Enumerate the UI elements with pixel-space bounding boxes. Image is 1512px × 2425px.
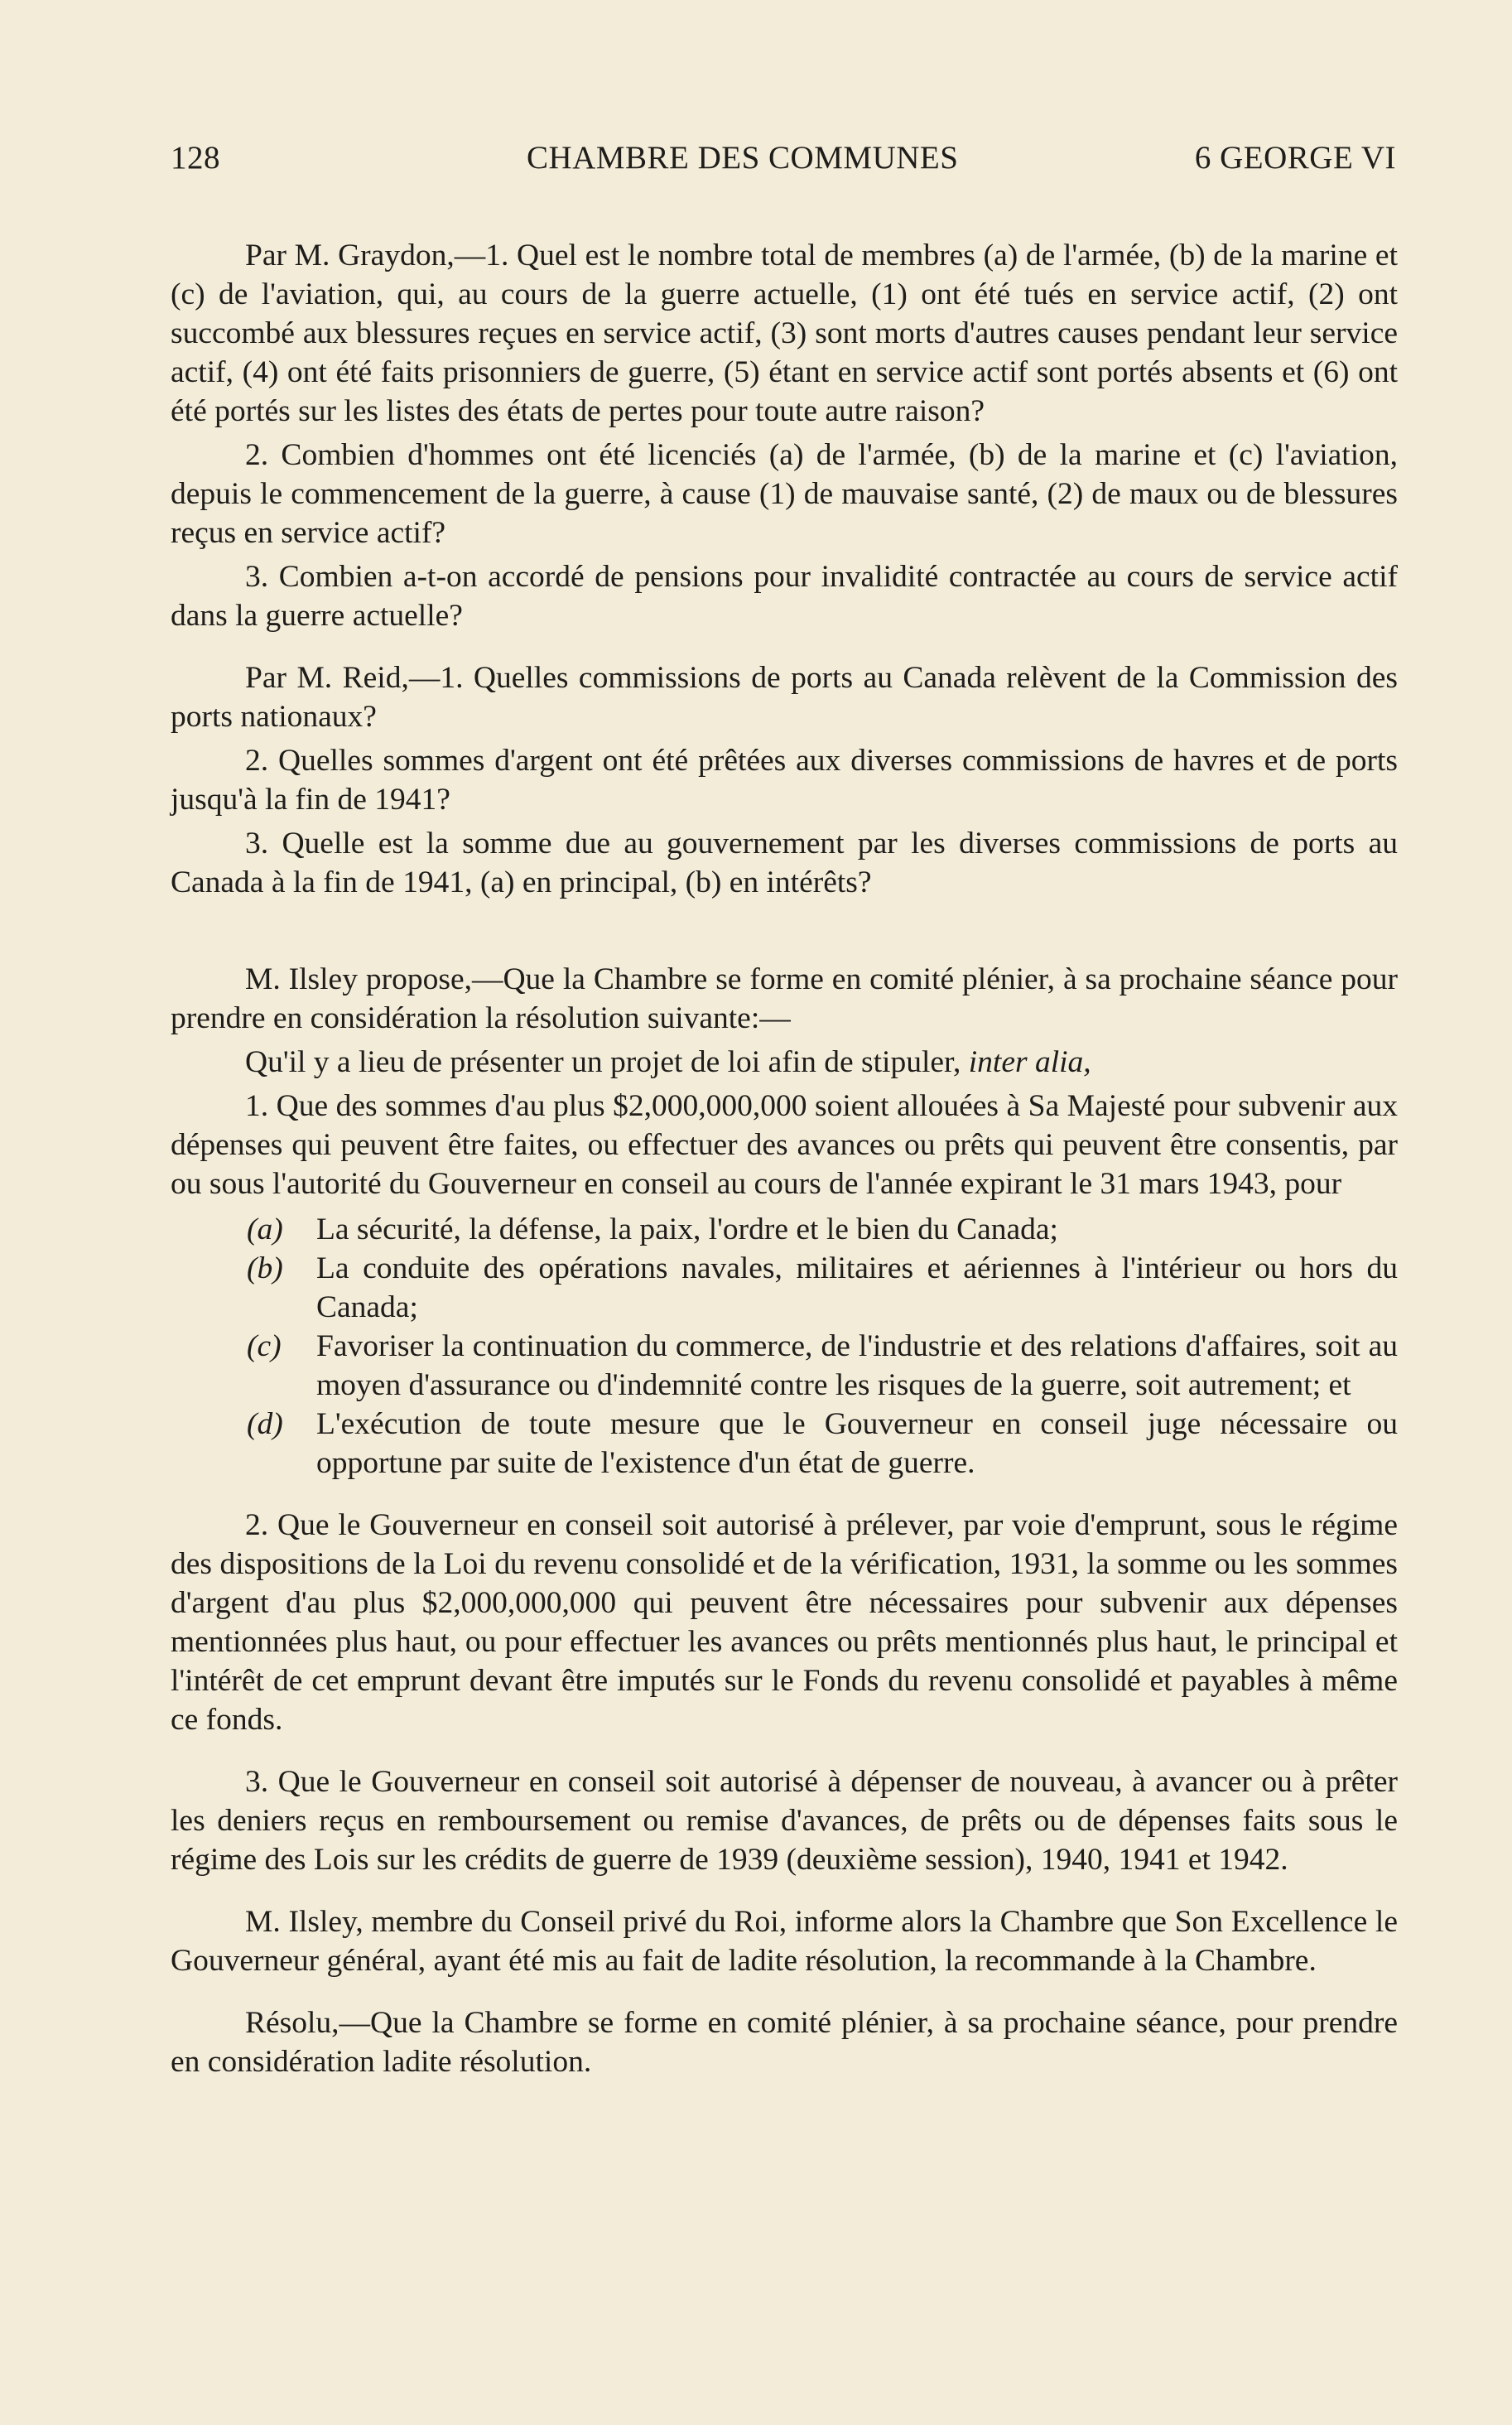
question-graydon-part-3: 3. Combien a-t-on accordé de pensions pour invalidité contractée au cours de service actif dans la guerre actuelle?	[171, 560, 1398, 633]
question-lead: Par M. Graydon,—	[245, 239, 486, 272]
question-graydon-part-2: 2. Combien d'hommes ont été licenciés (a) de l'armée, (b) de la marine et (c) l'aviation, depuis le commencement de la guerre, à cause (1) de mauvaise santé, (2) de maux ou de blessures reçus en service actif?	[171, 438, 1398, 550]
item-marker: (c)	[247, 1329, 282, 1363]
question-reid-part-3: 3. Quelle est la somme due au gouvernement par les diverses commissions de ports au Canada à la fin de 1941, (a) en principal, (b) en intérêts?	[171, 827, 1398, 899]
inter-alia: inter alia,	[968, 1045, 1091, 1079]
clause-1-items	[247, 1210, 1398, 1482]
list-item	[247, 1249, 1398, 1327]
motion-clause-3: 3. Que le Gouverneur en conseil soit autorisé à dépenser de nouveau, à avancer ou à prêter les deniers reçus en remboursement ou remise d'avances, de prêts ou de dépenses faits sous le régime des Lois sur les crédits de guerre de 1939 (deuxième session), 1940, 1941 et 1942.	[171, 1765, 1398, 1877]
question-reid-part-2: 2. Quelles sommes d'argent ont été prêtées aux diverses commissions de havres et de ports jusqu'à la fin de 1941?	[171, 744, 1398, 817]
list-item	[247, 1405, 1398, 1482]
question-lead: Par M. Reid,—	[245, 661, 441, 695]
motion-intro: M. Ilsley propose,—Que la Chambre se forme en comité plénier, à sa prochaine séance pour prendre en considération la résolution suivante:—	[171, 962, 1398, 1035]
page-header	[171, 139, 1396, 189]
motion-clause-2: 2. Que le Gouverneur en conseil soit autorisé à prélever, par voie d'emprunt, sous le régime des dispositions de la Loi du revenu consolidé et de la vérification, 1931, la somme ou les sommes d'argent d'au plus $2,000,000,000 qui peuvent être nécessaires pour subvenir aux dépenses mentionnées plus haut, ou pour effectuer les avances ou prêts mentionnés plus haut, le principal et l'intérêt de cet emprunt devant être imputés sur le Fonds du revenu consolidé et payables à même ce fonds.	[171, 1508, 1398, 1737]
list-item	[247, 1327, 1398, 1405]
item-marker: (b)	[247, 1251, 283, 1285]
item-text: Favoriser la continuation du commerce, de l'industrie et des relations d'affaires, soit au moyen d'assurance ou d'indemnité contre les risques de la guerre, soit autrement; et	[316, 1329, 1398, 1402]
running-title: CHAMBRE DES COMMUNES	[527, 140, 959, 176]
question-graydon-part-1: Par M. Graydon,—1. Quel est le nombre total de membres (a) de l'armée, (b) de la marine et (c) de l'aviation, qui, au cours de la guerre actuelle, (1) ont été tués en service actif, (2) ont succombé aux blessures reçues en service actif, (3) sont morts d'autres causes pendant leur service actif, (4) ont été faits prisonniers de guerre, (5) étant en service actif sont portés absents et (6) ont été portés sur les listes des états de pertes pour toute autre raison?	[171, 239, 1398, 428]
item-text: La sécurité, la défense, la paix, l'ordre et le bien du Canada;	[316, 1212, 1058, 1246]
motion-clause-1: 1. Que des sommes d'au plus $2,000,000,000 soient allouées à Sa Majesté pour subvenir aux dépenses qui peuvent être faites, ou effectuer des avances ou prêts qui peuvent être consentis, par ou sous l'autorité du Gouverneur en conseil au cours de l'année expirant le 31 mars 1943, pour	[171, 1089, 1398, 1201]
question-reid-part-1: Par M. Reid,—1. Quelles commissions de ports au Canada relèvent de la Commission des ports nationaux?	[171, 661, 1398, 734]
resolution-paragraph: Résolu,—Que la Chambre se forme en comité plénier, à sa prochaine séance, pour prendre en considération ladite résolution.	[171, 2006, 1398, 2079]
list-item	[247, 1210, 1398, 1249]
page-body	[171, 236, 1398, 2081]
item-marker: (d)	[247, 1407, 283, 1441]
item-text: La conduite des opérations navales, militaires et aériennes à l'intérieur ou hors du Canada;	[316, 1251, 1398, 1324]
page-number: 128	[171, 140, 220, 176]
item-text: L'exécution de toute mesure que le Gouverneur en conseil juge nécessaire ou opportune par suite de l'existence d'un état de guerre.	[316, 1407, 1398, 1480]
item-marker: (a)	[247, 1212, 283, 1246]
recommendation-paragraph: M. Ilsley, membre du Conseil privé du Roi, informe alors la Chambre que Son Excellence le Gouverneur général, ayant été mis au fait de ladite résolution, la recommande à la Chambre.	[171, 1905, 1398, 1978]
regnal-year: 6 GEORGE VI	[1194, 140, 1396, 176]
motion-preamble: Qu'il y a lieu de présenter un projet de loi afin de stipuler, inter alia,	[245, 1045, 1091, 1079]
